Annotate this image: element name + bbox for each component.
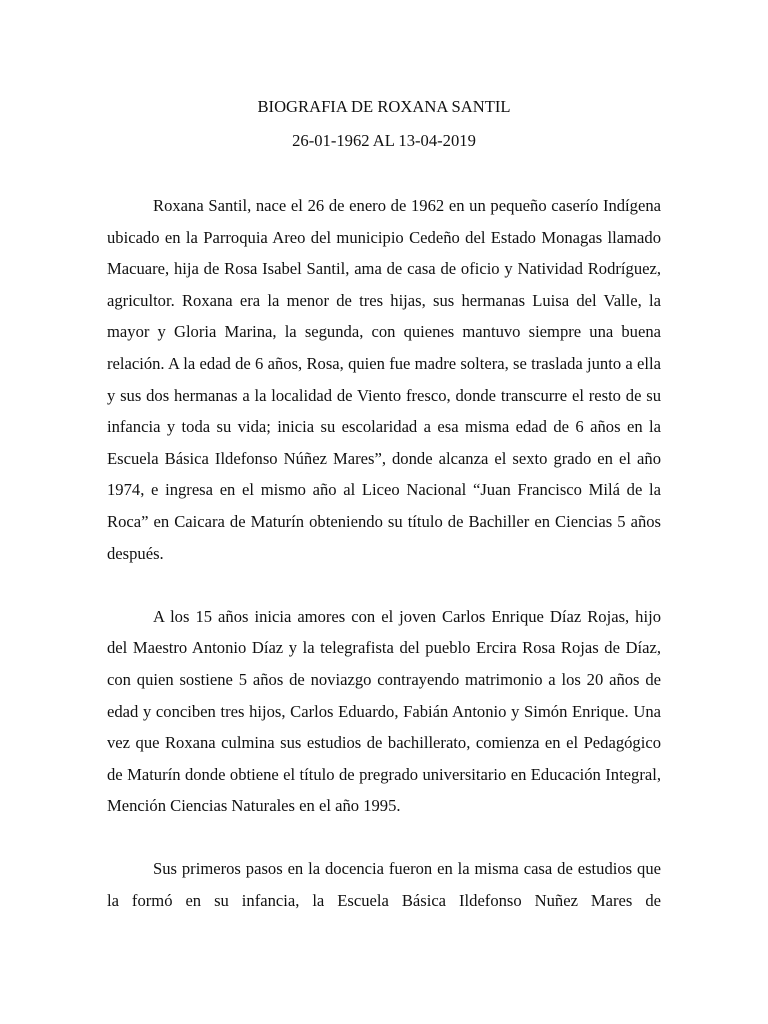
paragraph-3: Sus primeros pasos en la docencia fueron en la misma casa de estudios que la formó en su infancia, la Escuela Básica Ildefonso Nuñez Mares de [107, 859, 661, 911]
paragraph-1: Roxana Santil, nace el 26 de enero de 1962 en un pequeño caserío Indígena ubicado en la Parroquia Areo del municipio Cedeño del Estado Monagas llamado Macuare, hija de Rosa Isabel Santil, ama de casa de oficio y Natividad Rodríguez, agricultor. Roxana era la menor de tres hijas, sus hermanas Luisa del Valle, la mayor y Gloria Marina, la segunda, con quienes mantuvo siempre una buena relación. A la edad de 6 años, Rosa, quien fue madre soltera, se traslada junto a ella y sus dos hermanas a la localidad de Viento fresco, donde transcurre el resto de su infancia y toda su vida; inicia su escolaridad a esa misma edad de 6 años en la Escuela Básica Ildefonso Núñez Mares”, donde alcanza el sexto grado en el año 1974, e ingresa en el mismo año al Liceo Nacional “Juan Francisco Milá de la Roca” en Caicara de Maturín obteniendo su título de Bachiller en Ciencias 5 años después. [107, 196, 661, 563]
paragraph-2: A los 15 años inicia amores con el joven Carlos Enrique Díaz Rojas, hijo del Maestro Antonio Díaz y la telegrafista del pueblo Ercira Rosa Rojas de Díaz, con quien sostiene 5 años de noviazgo contrayendo matrimonio a los 20 años de edad y conciben tres hijos, Carlos Eduardo, Fabián Antonio y Simón Enrique. Una vez que Roxana culmina sus estudios de bachillerato, comienza en el Pedagógico de Maturín donde obtiene el título de pregrado universitario en Educación Integral, Mención Ciencias Naturales en el año 1995. [107, 606, 661, 816]
document-dates: 26-01-1962 AL 13-04-2019 [292, 131, 476, 150]
document-title: BIOGRAFIA DE ROXANA SANTIL [257, 97, 511, 116]
document-body [107, 190, 661, 917]
